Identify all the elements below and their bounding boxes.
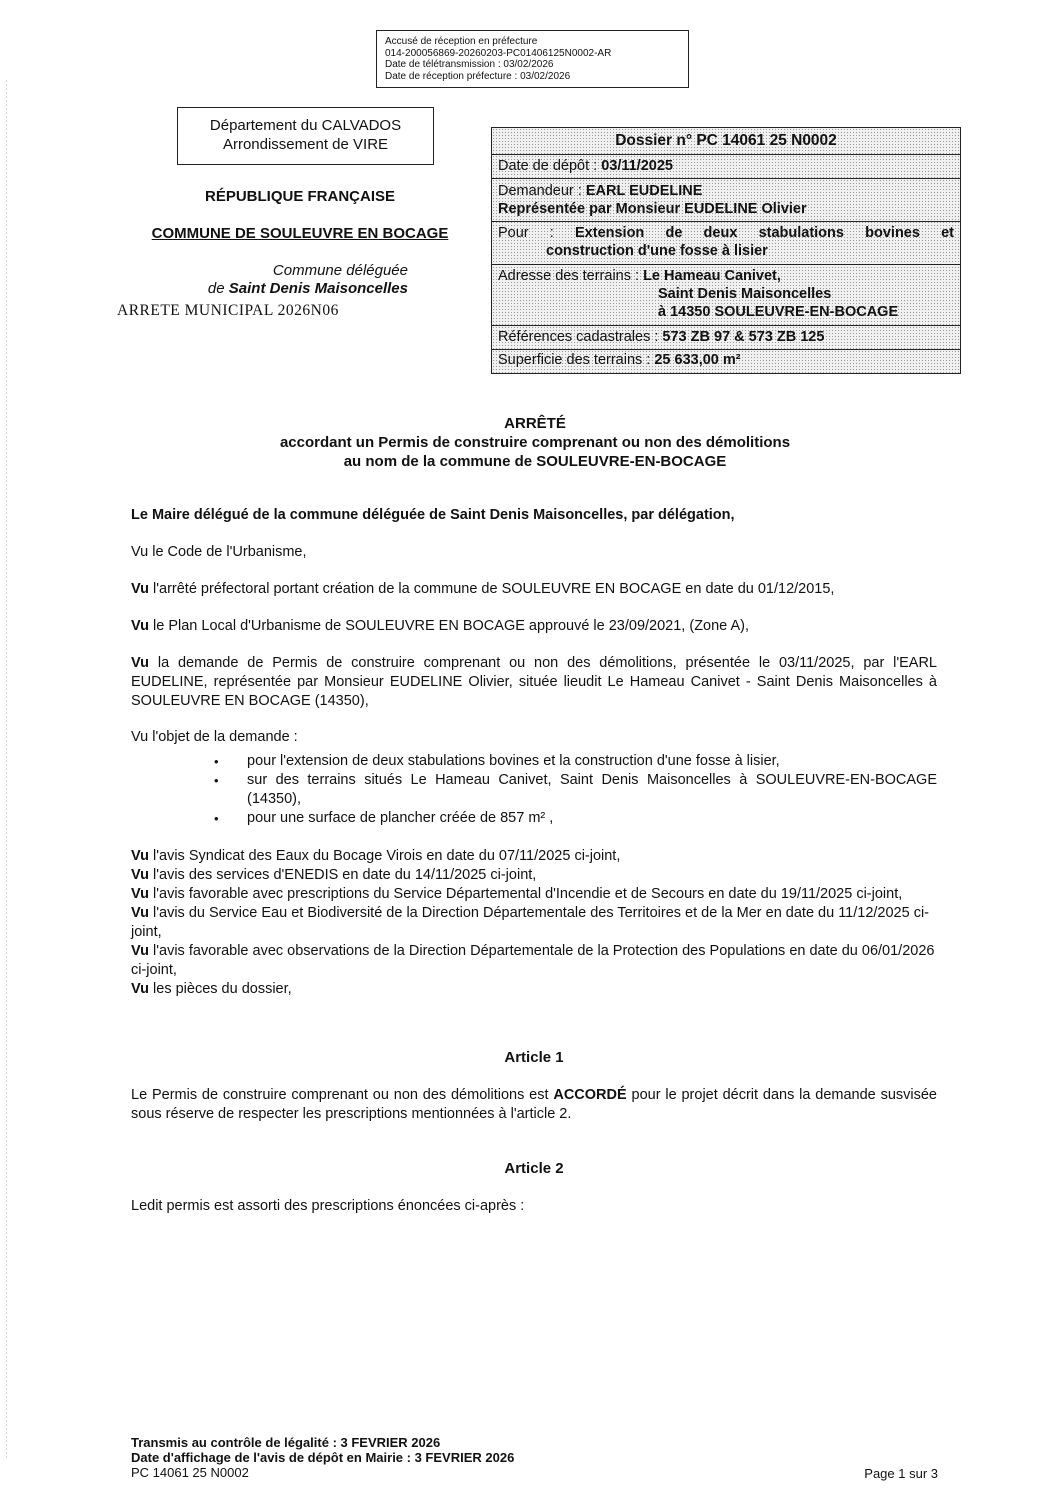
vu-demande — [131, 654, 937, 711]
maire-statement — [131, 506, 937, 525]
maire-text: Le Maire délégué de la commune déléguée de Saint Denis Maisoncelles, par délégation, — [131, 507, 735, 523]
pour-line1: Extension de deux stabulations bovines et — [575, 225, 954, 241]
vu-word: Vu — [131, 943, 149, 959]
article-2-text: Ledit permis est assorti des prescriptions énoncées ci-après : — [131, 1198, 525, 1214]
footer-affichage: Date d'affichage de l'avis de dépôt en Mairie : 3 FEVRIER 2026 — [131, 1450, 515, 1465]
dossier-adresse-row — [492, 265, 960, 326]
vu-word: Vu — [131, 655, 149, 671]
vu-code-text: le Code de l'Urbanisme, — [152, 544, 307, 560]
representee-value: Représentée par Monsieur EUDELINE Olivier — [498, 201, 807, 217]
dossier-depot-row — [492, 155, 960, 179]
receipt-line: 014-200056869-20260203-PC01406125N0002-AR — [385, 47, 612, 59]
adresse-line1: Le Hameau Canivet, — [643, 268, 781, 284]
vu-sdis — [131, 885, 937, 904]
vu-word: Vu — [131, 581, 149, 597]
demandeur-value: EARL EUDELINE — [585, 183, 703, 199]
dossier-box — [491, 127, 961, 374]
arrondissement-line: Arrondissement de VIRE — [222, 136, 389, 153]
title-line2: accordant un Permis de construire comprenant ou non des démolitions — [279, 434, 791, 451]
dossier-cadastre-row — [492, 326, 960, 350]
vu-demande-text: la demande de Permis de construire comprenant ou non des démolitions, présentée le 03/11/2025, par l'EARL EUDELINE, représentée par Monsieur EUDELINE Olivier, située lieudit Le Hameau Canivet - Saint Denis Maisoncelles à SOULEUVRE EN BOCAGE (14350), — [131, 655, 937, 709]
vu-syndicat — [131, 847, 937, 866]
article-1-heading: Article 1 — [504, 1049, 564, 1066]
article-1-accorde: ACCORDÉ — [553, 1087, 627, 1103]
arrete-title — [140, 414, 930, 471]
department-box — [177, 107, 434, 165]
vu-prefectoral-text: l'arrêté préfectoral portant création de la commune de SOULEUVRE EN BOCAGE en date du 01/12/2015, — [153, 581, 835, 597]
list-item: • pour une surface de plancher créée de 857 m² , — [131, 809, 937, 828]
vu-ddpp-text: l'avis favorable avec observations de la Direction Départementale de la Protection des Populations en date du 06/01/2026 ci-joint, — [131, 943, 935, 978]
vu-ddtm-text: l'avis du Service Eau et Biodiversité de la Direction Départementale des Territoires et de la Mer en date du 11/12/2025 ci-joint, — [131, 905, 930, 940]
article-2-heading: Article 2 — [504, 1160, 564, 1177]
cadastre-label: Références cadastrales : — [498, 329, 663, 345]
vu-word: Vu — [131, 729, 149, 745]
title-arrete: ARRÊTÉ — [504, 415, 566, 432]
footer-ref: PC 14061 25 N0002 — [131, 1465, 249, 1480]
deleguee-name-line — [180, 280, 408, 298]
vu-plu — [131, 617, 937, 636]
list-item: • sur des terrains situés Le Hameau Canivet, Saint Denis Maisoncelles à SOULEUVRE-EN-BOCAGE (14350), — [131, 771, 937, 809]
avis-list — [131, 847, 937, 999]
receipt-line: Accusé de réception en préfecture — [385, 36, 538, 47]
commune-heading: COMMUNE DE SOULEUVRE EN BOCAGE — [151, 225, 449, 242]
vu-pieces — [131, 980, 937, 999]
pour-line2: construction d'une fosse à lisier — [546, 243, 768, 259]
prefecture-receipt-box — [376, 30, 689, 88]
vu-word: Vu — [131, 544, 149, 560]
republique-heading: RÉPUBLIQUE FRANÇAISE — [204, 188, 395, 205]
superficie-value: 25 633,00 m² — [654, 352, 741, 368]
vu-ddpp — [131, 942, 937, 980]
vu-syndicat-text: l'avis Syndicat des Eaux du Bocage Virois en date du 07/11/2025 ci-joint, — [153, 848, 621, 864]
objet-list — [131, 752, 937, 828]
deleguee-prefix: de — [207, 280, 229, 297]
deleguee-name: Saint Denis Maisoncelles — [228, 280, 408, 297]
commune-deleguee — [180, 262, 408, 298]
adresse-line3: à 14350 SOULEUVRE-EN-BOCAGE — [658, 304, 899, 320]
department-line: Département du CALVADOS — [209, 117, 402, 134]
vu-enedis-text: l'avis des services d'ENEDIS en date du 14/11/2025 ci-joint, — [153, 867, 537, 883]
arrete-number: ARRETE MUNICIPAL 2026N06 — [117, 302, 339, 319]
vu-word: Vu — [131, 981, 149, 997]
adresse-label: Adresse des terrains : — [498, 268, 644, 284]
vu-word: Vu — [131, 886, 149, 902]
footer-transmis: Transmis au contrôle de légalité : 3 FEVRIER 2026 — [131, 1435, 441, 1450]
superficie-label: Superficie des terrains : — [498, 352, 655, 368]
list-item: • pour l'extension de deux stabulations bovines et la construction d'une fosse à lisier, — [131, 752, 937, 771]
page-number: Page 1 sur 3 — [864, 1466, 938, 1481]
vu-code — [131, 543, 937, 562]
deleguee-label: Commune déléguée — [272, 262, 408, 279]
depot-label: Date de dépôt : — [498, 158, 602, 174]
depot-value: 03/11/2025 — [601, 158, 673, 174]
vu-sdis-text: l'avis favorable avec prescriptions du Service Départemental d'Incendie et de Secours en date du 19/11/2025 ci-joint, — [153, 886, 903, 902]
vu-word: Vu — [131, 848, 149, 864]
article-1-after: pour le projet décrit dans la demande susvisée sous réserve de respecter les prescriptions mentionnées à l'article 2. — [131, 1087, 938, 1122]
dossier-superficie-row — [492, 350, 960, 372]
vu-plu-text: le Plan Local d'Urbanisme de SOULEUVRE EN BOCAGE approuvé le 23/09/2021, (Zone A), — [153, 618, 749, 634]
cadastre-value: 573 ZB 97 & 573 ZB 125 — [662, 329, 825, 345]
dossier-title: Dossier n° PC 14061 25 N0002 — [492, 128, 960, 155]
dossier-demandeur-row — [492, 179, 960, 222]
vu-word: Vu — [131, 618, 149, 634]
vu-prefectoral — [131, 580, 937, 599]
title-line3: au nom de la commune de SOULEUVRE-EN-BOCAGE — [343, 453, 727, 470]
pour-label: Pour : — [498, 225, 575, 241]
vu-objet — [131, 728, 937, 747]
vu-ddtm — [131, 904, 937, 942]
adresse-line2: Saint Denis Maisoncelles — [658, 286, 832, 302]
vu-objet-text: l'objet de la demande : — [152, 729, 298, 745]
footer — [131, 1435, 937, 1480]
dossier-pour-row — [492, 222, 960, 265]
receipt-line: Date de réception préfecture : 03/02/2026 — [385, 70, 571, 82]
receipt-line: Date de télétransmission : 03/02/2026 — [385, 59, 554, 70]
vu-pieces-text: les pièces du dossier, — [153, 981, 292, 997]
vu-word: Vu — [131, 867, 149, 883]
article-1-before: Le Permis de construire comprenant ou non des démolitions est — [131, 1087, 554, 1103]
vu-word: Vu — [131, 905, 149, 921]
scan-margin-marks — [6, 80, 7, 1460]
demandeur-label: Demandeur : — [498, 183, 586, 199]
vu-enedis — [131, 866, 937, 885]
article-1-text — [131, 1086, 937, 1124]
